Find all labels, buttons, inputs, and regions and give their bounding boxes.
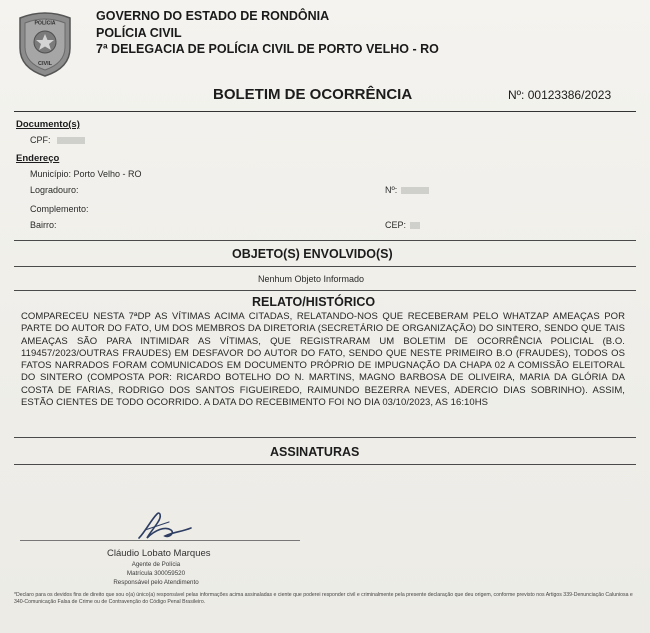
divider [14, 464, 636, 465]
badge-text-top: POLÍCIA [34, 20, 56, 27]
objetos-value: Nenhum Objeto Informado [258, 274, 365, 284]
cep-field [385, 220, 420, 230]
cpf-label: CPF: [30, 135, 54, 145]
redacted-value [410, 222, 420, 229]
redacted-value [57, 137, 85, 144]
section-relato: RELATO/HISTÓRICO [252, 295, 376, 309]
bairro-field: Bairro: [30, 220, 57, 230]
logradouro-field: Logradouro: [30, 185, 79, 195]
cep-label: CEP: [385, 220, 407, 230]
divider [14, 111, 636, 112]
document-number: Nº: 00123386/2023 [508, 88, 612, 102]
badge-text-bottom: CIVIL [37, 61, 53, 67]
signatory-funcao: Responsável pelo Atendimento [113, 579, 199, 586]
relato-text: COMPARECEU NESTA 7ªDP AS VÍTIMAS ACIMA CITADAS, RELATANDO-NOS QUE RECEBERAM PELO WHATZAP AMEAÇAS POR PARTE DO AUTOR DO FATO, UM DOS MEMBROS DA DIRETORIA (SECRETÁRIO DE ORGANIZAÇÃO) DO SINTERO, SENDO QUE TAIS AMEAÇAS SÃO PARA INTIMIDAR AS VÍTIMAS, QUE REGISTRARAM UM BOLETIM DE OCORRÊNCIA POLICIAL (B.O. 119457/2023/OUTRAS FRAUDES) EM DESFAVOR DO AUTOR DO FATO, SENDO QUE NESTE PRIMEIRO B.O (FRAUDES), TODOS OS FATOS NARRADOS FORAM COMUNICADOS EM DOCUMENTO PRÓPRIO DE IMPUGNAÇÃO DA CHAPA 02 A COMISSÃO ELEITORAL DO SINTERO (COMPOSTA POR: RICARDO BOTELHO DO N. MARTINS, MAGNO BARBOSA DE OLIVEIRA, MARIA DA GLÓRIA DA COSTA DE FARIAS, RODRIGO DOS SANTOS FIGUEIREDO, RAIMUNDO BEZERRA NEVES, ADERCIO DIAS SOBRINHO). ASSIM, ESTÃO CIENTES DE TODO OCORRIDO. A DATA DO RECEBIMENTO FOI NO DIA 03/10/2023, AS 16:10HS [21, 311, 625, 409]
signatory-name: Cláudio Lobato Marques [107, 548, 211, 559]
municipio-field: Município: Porto Velho - RO [30, 169, 142, 179]
signature-line [20, 540, 300, 541]
signature-mark [135, 508, 195, 544]
policia-civil-badge-icon [16, 10, 74, 78]
divider [14, 437, 636, 438]
divider [14, 240, 636, 241]
redacted-value [401, 187, 429, 194]
section-assinaturas: ASSINATURAS [270, 445, 360, 459]
header-delegacia: 7ª DELEGACIA DE POLÍCIA CIVIL DE PORTO VELHO - RO [96, 42, 439, 56]
divider [14, 290, 636, 291]
document-title: BOLETIM DE OCORRÊNCIA [213, 86, 413, 103]
section-endereco: Endereço [16, 153, 60, 164]
complemento-field: Complemento: [30, 204, 89, 214]
section-documentos: Documento(s) [16, 119, 80, 130]
section-objetos: OBJETO(S) ENVOLVIDO(S) [232, 247, 393, 261]
signatory-matricula: Matrícula 300059520 [126, 570, 186, 577]
divider [14, 266, 636, 267]
numero-label: Nº: [385, 185, 398, 195]
signatory-cargo: Agente de Polícia [131, 561, 181, 568]
numero-field [385, 185, 429, 195]
cpf-field [30, 135, 85, 145]
header-policia-civil: POLÍCIA CIVIL [96, 26, 182, 40]
header-governo: GOVERNO DO ESTADO DE RONDÔNIA [96, 9, 330, 23]
footer-declaration: *Declaro para os devidos fins de direito que sou o(a) único(a) responsável pelas informações acima assinaladas e ciente que poderei responder civil e criminalmente pela presente declaração que deu origem, conforme previsto nos Artigos 339-Denunciação Caluniosa e 340-Comunicação Falsa de Crime ou de Contravenção do Código Penal Brasileiro. [14, 592, 633, 605]
